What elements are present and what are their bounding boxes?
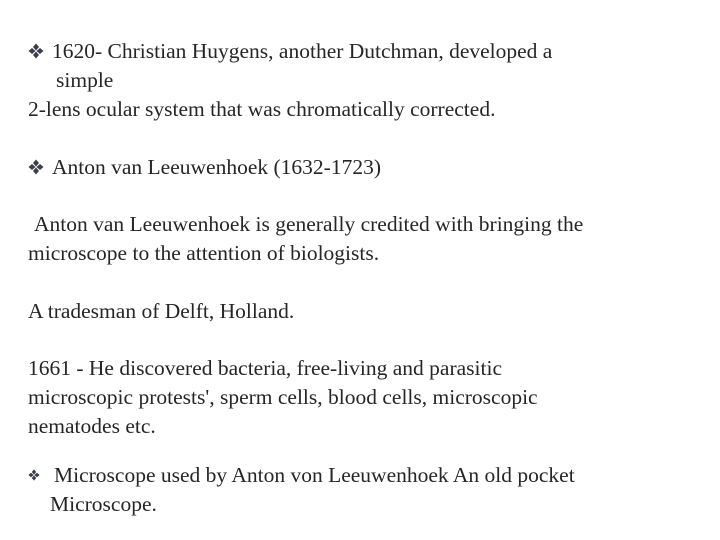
paragraph-tradesman <box>28 297 708 326</box>
text-line: Microscope. <box>50 492 157 516</box>
paragraph-discoveries <box>28 354 708 441</box>
text-line: microscope to the attention of biologists. <box>28 241 380 265</box>
text-line <box>28 153 708 182</box>
text-line: Anton van Leeuwenhoek is generally credited with bringing the <box>34 212 584 236</box>
four-diamond-bullet-icon <box>28 469 40 481</box>
text-line: 2-lens ocular system that was chromatically corrected. <box>28 97 496 121</box>
text-line <box>28 37 708 66</box>
text-line <box>28 461 708 490</box>
bullet-item-pocket-microscope <box>28 461 708 519</box>
bullet-text: Microscope used by Anton von Leeuwenhoek An old pocket <box>54 463 575 487</box>
text-line: microscopic protests', sperm cells, blood cells, microscopic <box>28 385 538 409</box>
bullet-item-leeuwenhoek <box>28 153 708 182</box>
four-diamond-bullet-icon <box>28 43 44 59</box>
paragraph-credit <box>28 210 708 268</box>
bullet-text: 1620- Christian Huygens, another Dutchman, developed a <box>52 39 553 63</box>
text-line: simple <box>56 68 114 92</box>
bullet-item-huygens <box>28 37 708 124</box>
text-line: A tradesman of Delft, Holland. <box>28 299 295 323</box>
text-line: 1661 - He discovered bacteria, free-living and parasitic <box>28 356 502 380</box>
bullet-text: Anton van Leeuwenhoek (1632-1723) <box>52 155 381 179</box>
four-diamond-bullet-icon <box>28 159 44 175</box>
text-line: nematodes etc. <box>28 414 156 438</box>
